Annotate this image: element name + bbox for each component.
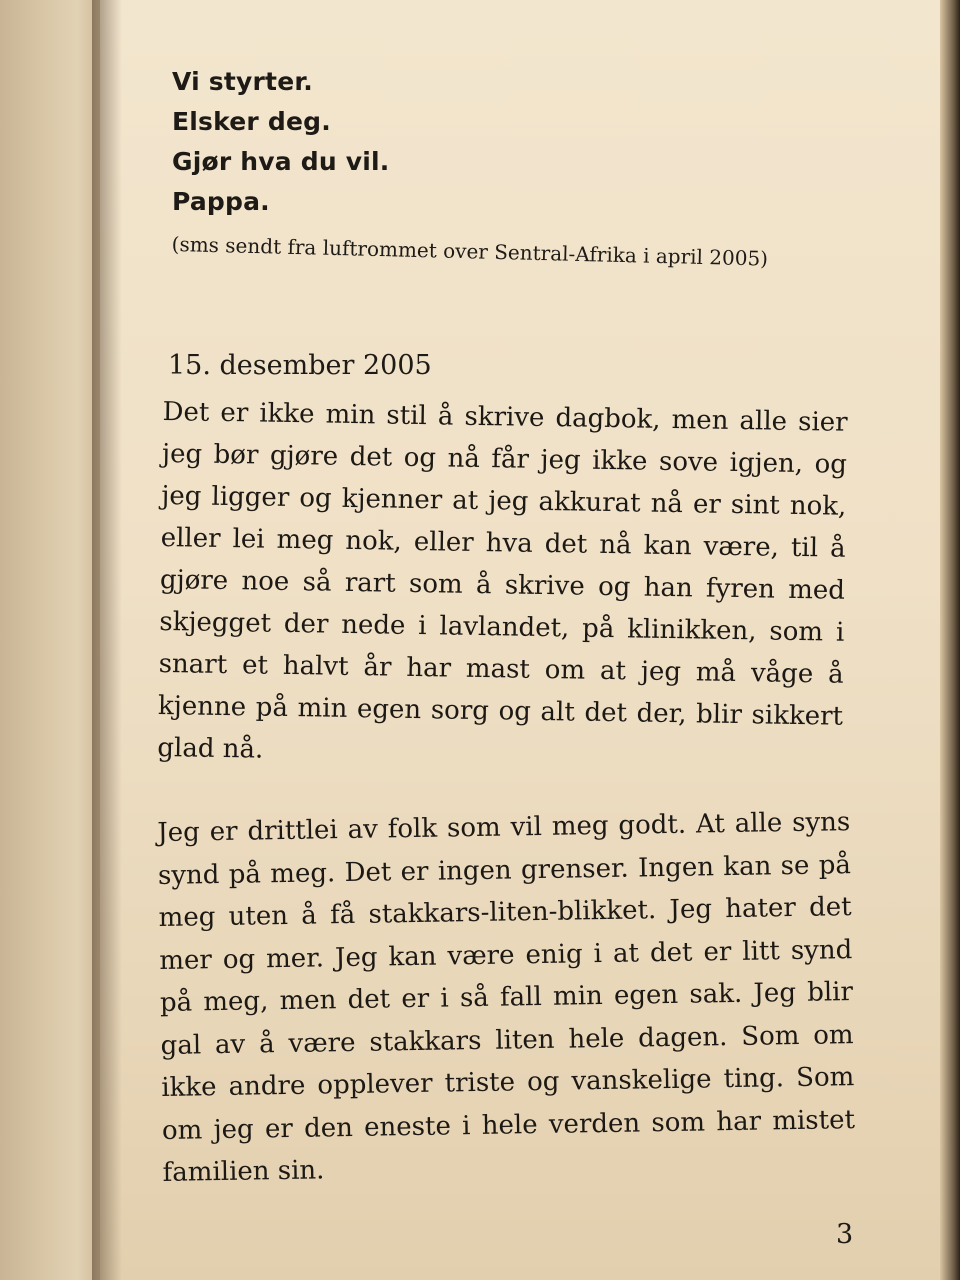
page-number: 3: [836, 1219, 854, 1250]
entry-paragraph-2: Jeg er drittlei av folk som vil meg godt. At alle syns synd på meg. Det er ingen grenser. Ingen kan se på meg uten å få stakkars-liten-blikket. Jeg hater det mer og mer. Jeg kan være enig i at det er litt synd på meg, men det er i så fall min egen sak. Jeg blir gal av å være stakkars liten hele dagen. Som om ikke andre opplever triste og vanskelige ting. Som om jeg er den eneste i hele verden som har mistet familien sin.: [157, 807, 856, 1188]
sms-line: Gjør hva du vil.: [172, 147, 390, 176]
page-edge: [940, 0, 960, 1280]
sms-message: [172, 62, 390, 222]
sms-caption: (sms sendt fra luftrommet over Sentral-Afrika i april 2005): [171, 232, 769, 271]
sms-line: Vi styrter.: [172, 67, 314, 96]
spine-shadow: [92, 0, 122, 1280]
sms-line: Elsker deg.: [172, 107, 331, 136]
entry-paragraph-1: Det er ikke min stil å skrive dagbok, men alle sier jeg bør gjøre det og nå får jeg ikke sove igjen, og jeg ligger og kjenner at jeg akkurat nå er sint nok, eller lei meg nok, eller hva det nå kan være, til å gjøre noe så rart som å skrive og han fyren med skjegget der nede i lavlandet, på klinikken, som i snart et halvt år har mast om at jeg må våge å kjenne på min egen sorg og alt det der, blir sikkert glad nå.: [157, 396, 848, 765]
entry-date: 15. desember 2005: [168, 350, 432, 381]
sms-line: Pappa.: [172, 187, 270, 216]
